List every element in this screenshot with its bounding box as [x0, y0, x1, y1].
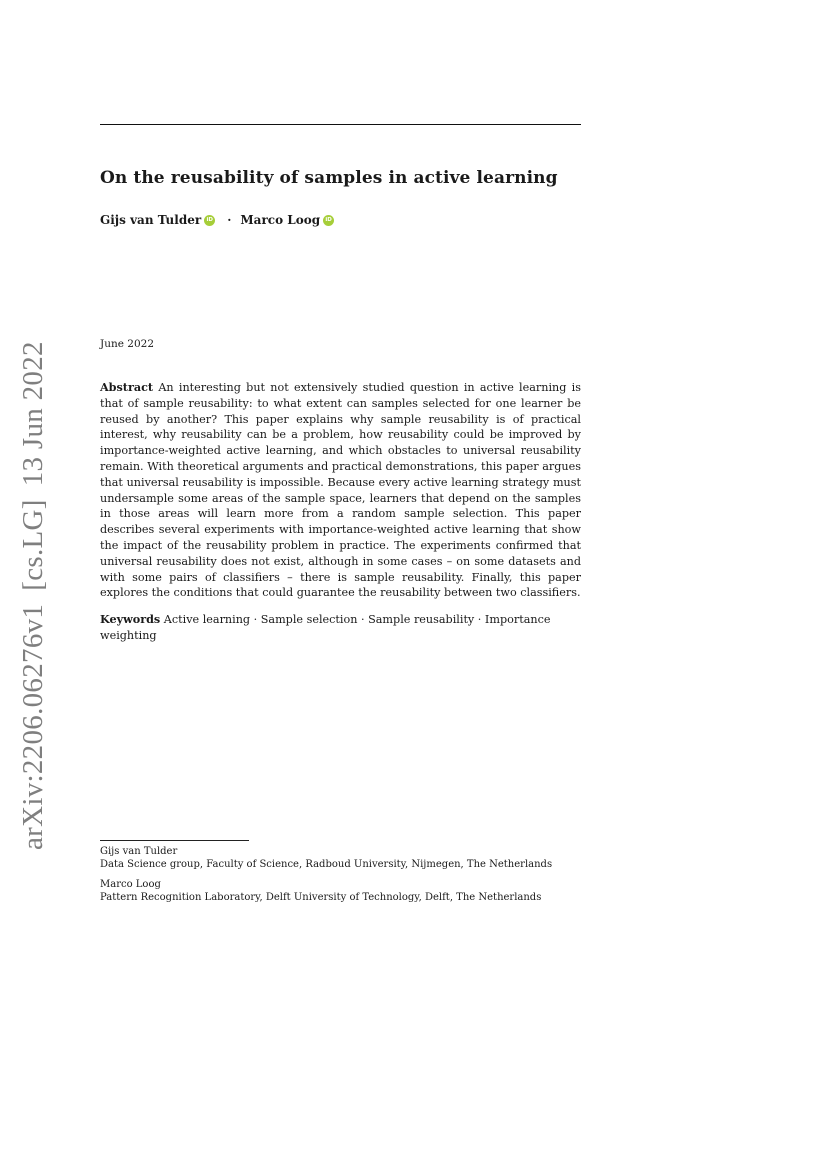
arxiv-sidebar-stamp — [18, 328, 48, 850]
author-name: Gijs van Tulder — [100, 213, 202, 227]
keywords — [100, 612, 581, 644]
arxiv-category: [cs.LG] — [17, 499, 49, 591]
affiliation-name: Gijs van Tulder — [100, 846, 178, 857]
paper-title: On the reusability of samples in active learning — [100, 168, 558, 188]
keywords-label: Keywords — [100, 612, 161, 626]
affiliation-address: Data Science group, Faculty of Science, Radboud University, Nijmegen, The Netherlands — [100, 859, 553, 871]
footnote-rule — [100, 840, 249, 841]
orcid-icon[interactable]: iD — [323, 215, 334, 226]
arxiv-date: 13 Jun 2022 — [17, 341, 49, 487]
paper-date: June 2022 — [100, 338, 155, 350]
orcid-icon[interactable]: iD — [204, 215, 215, 226]
author-name: Marco Loog — [240, 213, 321, 227]
affiliation-address: Pattern Recognition Laboratory, Delft University of Technology, Delft, The Netherlands — [100, 892, 542, 904]
affiliation — [100, 878, 541, 905]
abstract — [100, 380, 581, 601]
abstract-label: Abstract — [100, 380, 154, 394]
arxiv-id[interactable]: arXiv:2206.06276v1 — [17, 603, 49, 850]
abstract-text: An interesting but not extensively studied question in active learning is that of sample reusability: to what extent can samples selected for one learner be reused by another? This paper explains why sample reusability is of practical interest, why reusability can be a problem, how reusability could be improved by importance-weighted active learning, and which obstacles to universal reusability remain. With theoretical arguments and practical demonstrations, this paper argues that universal reusability is impossible. Because every active learning strategy must undersample some areas of the sample space, learners that depend on the samples in those areas will learn more from a random sample selection. This paper describes several experiments with importance-weighted active learning that show the impact of the reusability problem in practice. The experiments confirmed that universal reusability does not exist, although in some cases – on some datasets and with some pairs of classifiers – there is sample reusability. Finally, this paper explores the conditions that could guarantee the reusability between two classifiers. — [100, 381, 581, 600]
author-separator: · — [227, 213, 232, 227]
keywords-text: Active learning · Sample selection · Sample reusability · Importance weighting — [100, 613, 551, 642]
affiliation-name: Marco Loog — [100, 879, 161, 890]
author-list — [100, 213, 334, 227]
title-rule — [100, 124, 581, 125]
affiliation — [100, 845, 552, 872]
